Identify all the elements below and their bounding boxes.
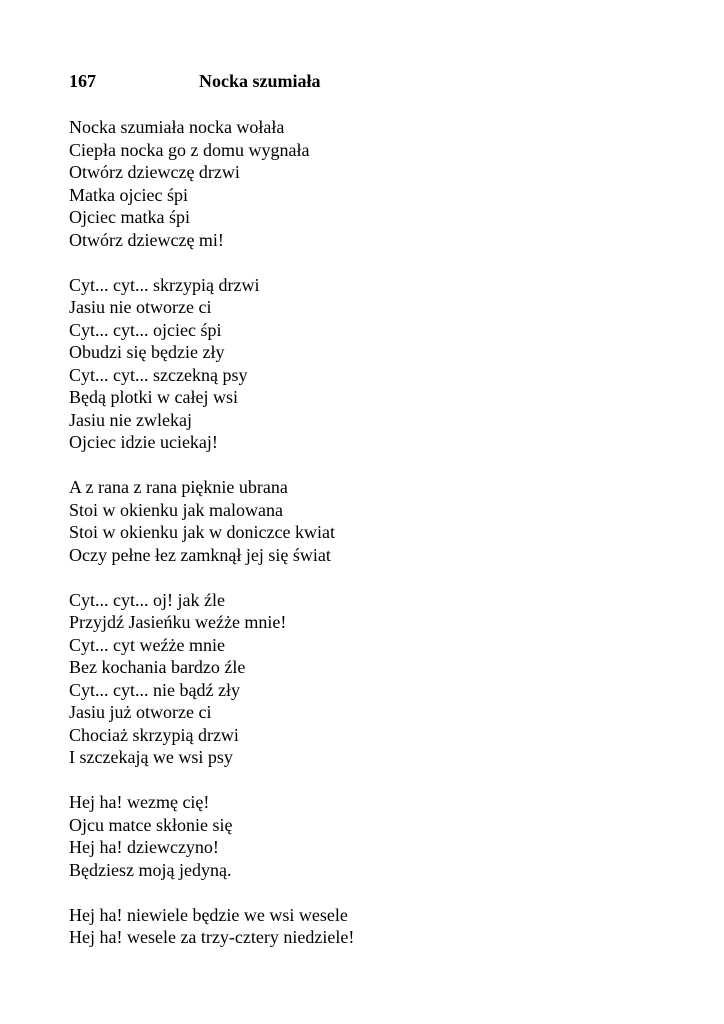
lyric-line: Hej ha! niewiele będzie we wsi wesele — [69, 904, 348, 925]
stanza — [69, 476, 689, 566]
lyric-line: Obudzi się będzie zły — [69, 342, 225, 362]
stanza — [69, 116, 689, 251]
lyric-line: Otwórz dziewczę drzwi — [69, 162, 240, 182]
stanza — [69, 274, 689, 454]
lyric-line: I szczekają we wsi psy — [69, 747, 233, 767]
lyric-line: Jasiu nie otworze ci — [69, 297, 212, 317]
lyric-line: Ojcu matce skłonie się — [69, 814, 233, 835]
lyric-line: A z rana z rana pięknie ubrana — [69, 477, 288, 497]
lyric-line: Matka ojciec śpi — [69, 184, 188, 205]
lyric-line: Cyt... cyt weźże mnie — [69, 634, 225, 655]
lyric-line: Hej ha! wesele za trzy-cztery niedziele! — [69, 927, 355, 947]
lyric-line: Będą plotki w całej wsi — [69, 387, 238, 407]
stanza — [69, 589, 689, 769]
lyric-line: Hej ha! dziewczyno! — [69, 837, 219, 857]
lyric-line: Cyt... cyt... ojciec śpi — [69, 319, 222, 340]
lyric-line: Jasiu nie zwlekaj — [69, 409, 192, 430]
lyric-line: Hej ha! wezmę cię! — [69, 792, 210, 812]
lyric-line: Otwórz dziewczę mi! — [69, 229, 224, 250]
lyric-line: Będziesz moją jedyną. — [69, 859, 232, 880]
lyric-line: Oczy pełne łez zamknął jej się świat — [69, 544, 331, 565]
song-title: Nocka szumiała — [199, 71, 321, 91]
lyric-line: Chociaż skrzypią drzwi — [69, 724, 239, 745]
lyric-line: Ojciec idzie uciekaj! — [69, 432, 218, 452]
lyric-line: Stoi w okienku jak w doniczce kwiat — [69, 522, 335, 542]
stanza — [69, 791, 689, 881]
lyric-line: Ciepła nocka go z domu wygnała — [69, 139, 310, 160]
lyrics-body — [69, 116, 689, 949]
lyric-line: Bez kochania bardzo źle — [69, 657, 246, 677]
stanza — [69, 904, 689, 949]
song-page — [69, 68, 689, 971]
lyric-line: Przyjdź Jasieńku weźże mnie! — [69, 612, 287, 632]
lyric-line: Cyt... cyt... nie bądź zły — [69, 679, 240, 700]
lyric-line: Ojciec matka śpi — [69, 207, 190, 227]
song-number: 167 — [69, 71, 96, 91]
song-header — [69, 68, 689, 94]
lyric-line: Cyt... cyt... oj! jak źle — [69, 589, 225, 610]
lyric-line: Cyt... cyt... skrzypią drzwi — [69, 274, 260, 295]
lyric-line: Stoi w okienku jak malowana — [69, 499, 283, 520]
lyric-line: Cyt... cyt... szczekną psy — [69, 364, 248, 385]
lyric-line: Nocka szumiała nocka wołała — [69, 117, 285, 137]
lyric-line: Jasiu już otworze ci — [69, 702, 212, 722]
